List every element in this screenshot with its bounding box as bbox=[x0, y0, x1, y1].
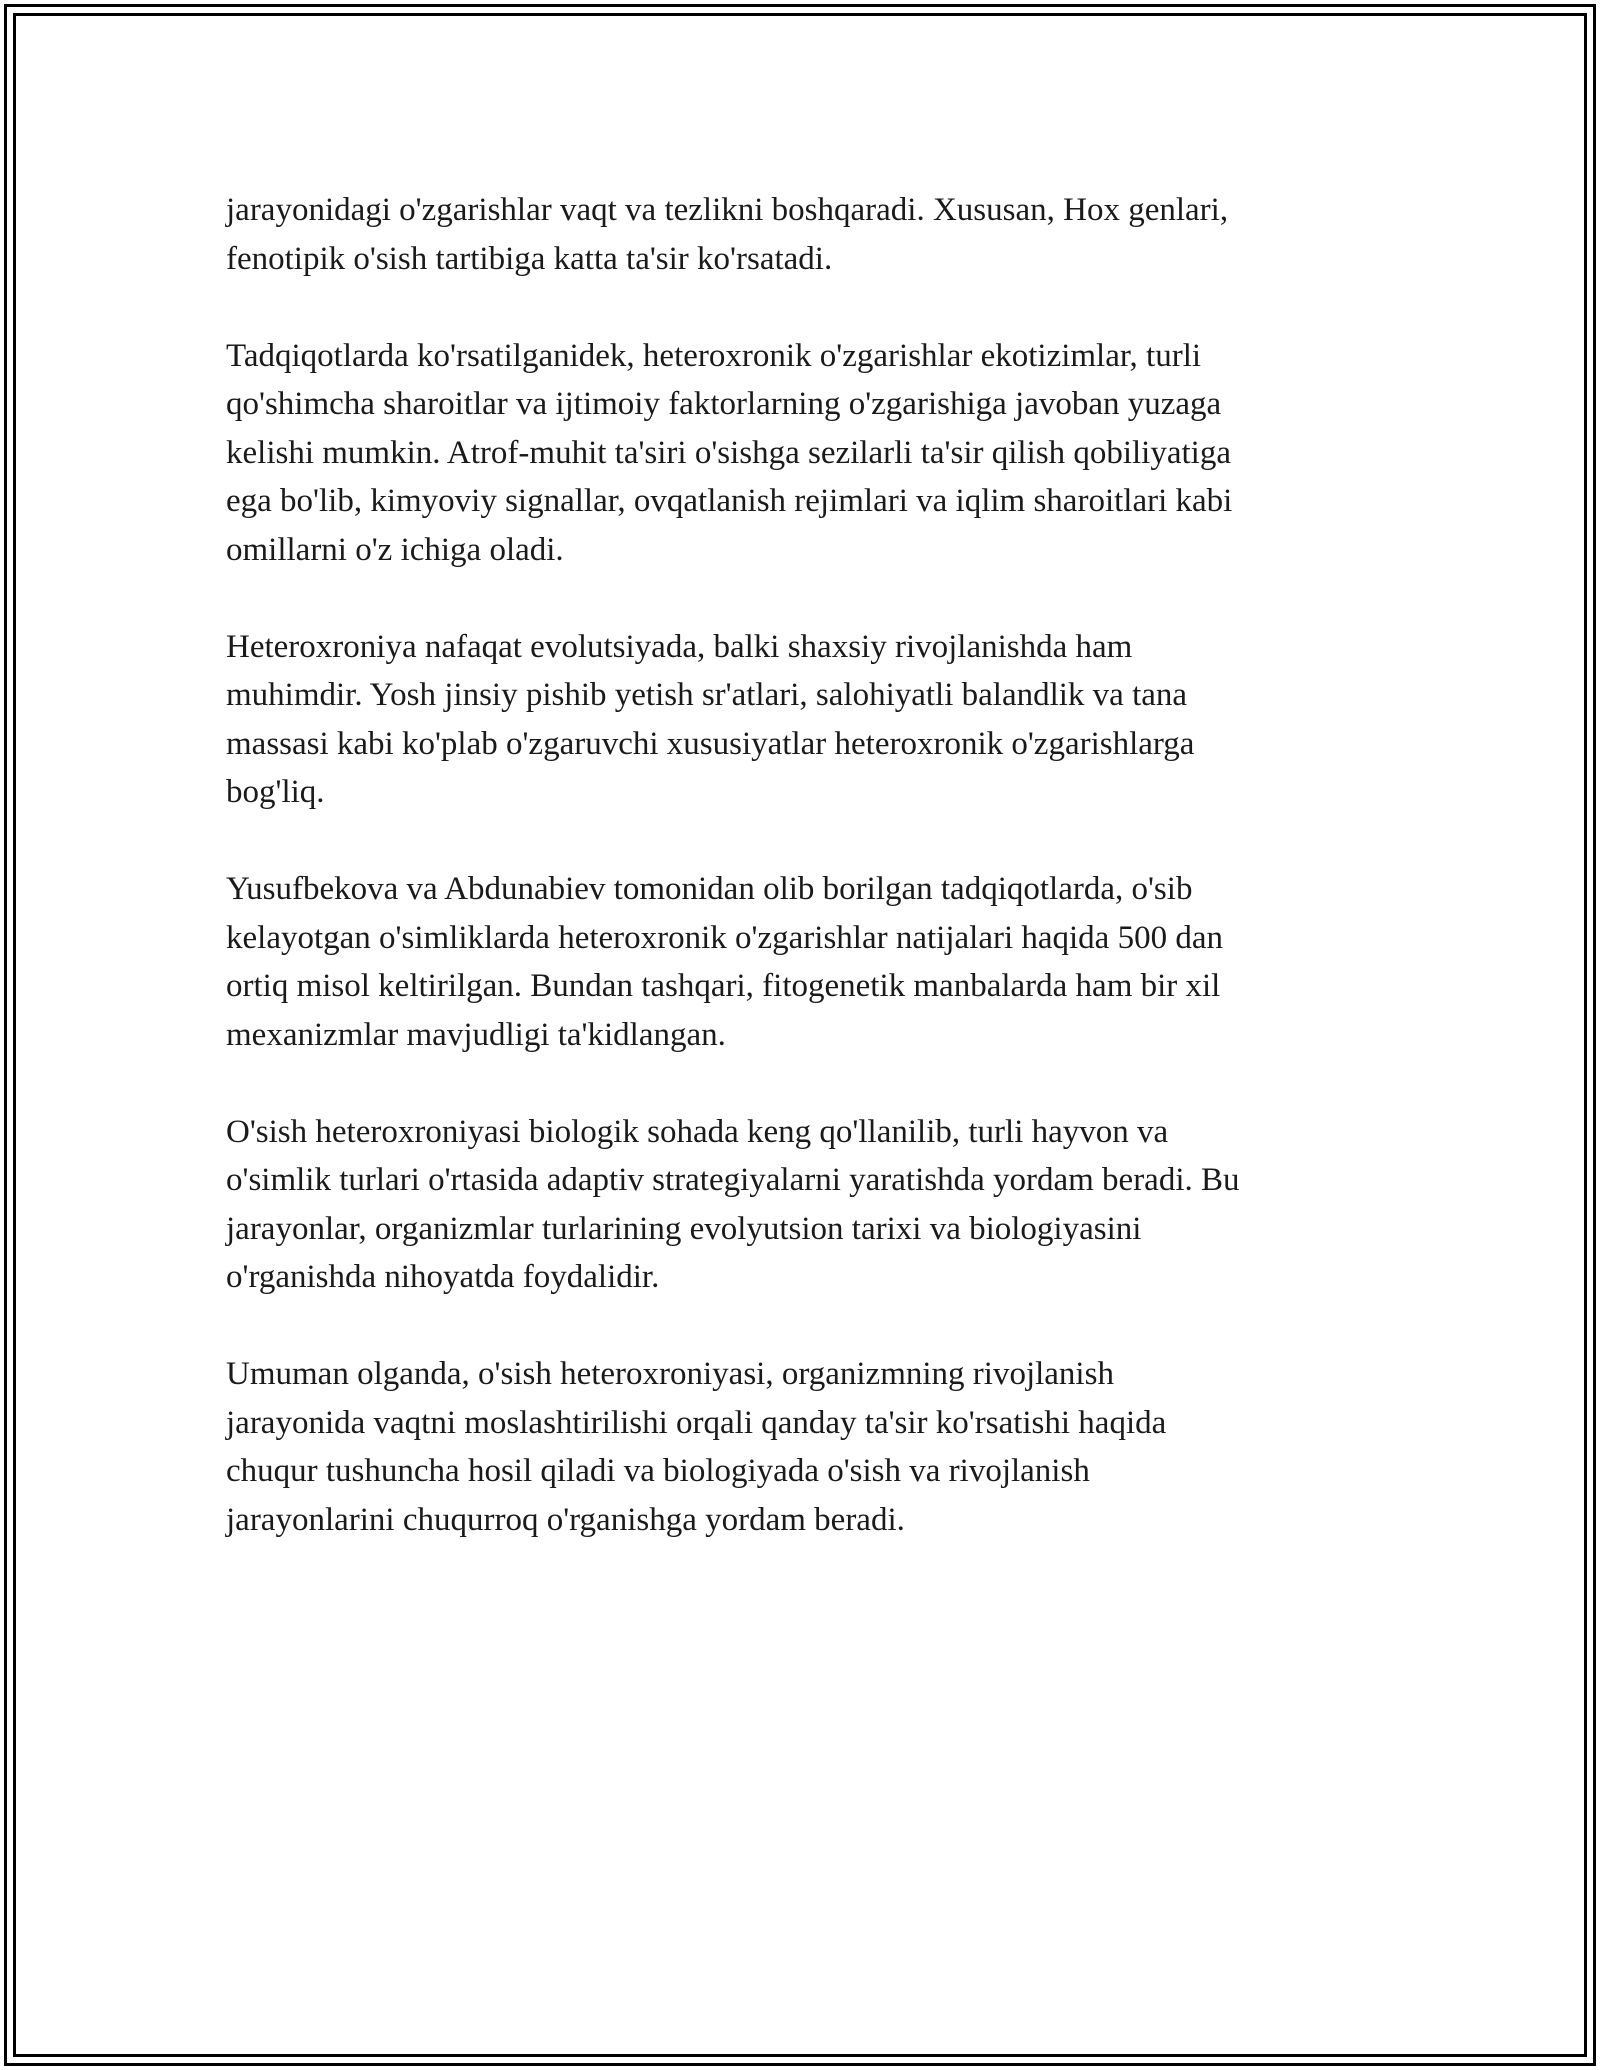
paragraph-1: jarayonidagi o'zgarishlar vaqt va tezlikni boshqaradi. Xususan, Hox genlari, fenotipik o'sish tartibiga katta ta'sir ko'rsatadi. bbox=[226, 192, 1229, 277]
paragraph-4: Yusufbekova va Abdunabiev tomonidan olib borilgan tadqiqotlarda, o'sib kelayotgan o'simliklarda heteroxronik o'zgarishlar natijalari haqida 500 dan ortiq misol keltirilgan. Bundan tashqari, fitogenetik manbalarda ham bir xil mexanizmlar mavjudligi ta'kidlangan. bbox=[226, 871, 1223, 1053]
paragraph-2: Tadqiqotlarda ko'rsatilganidek, heteroxronik o'zgarishlar ekotizimlar, turli qo'shimcha sharoitlar va ijtimoiy faktorlarning o'zgarishiga javoban yuzaga kelishi mumkin. Atrof-muhit ta'siri o'sishga sezilarli ta'sir qilish qobiliyatiga ega bo'lib, kimyoviy signallar, ovqatlanish rejimlari va iqlim sharoitlari kabi omillarni o'z ichiga oladi. bbox=[226, 337, 1233, 568]
paragraph-3: Heteroxroniya nafaqat evolutsiyada, balki shaxsiy rivojlanishda ham muhimdir. Yosh jinsiy pishib yetish sr'atlari, salohiyatli balandlik va tana massasi kabi ko'plab o'zgaruvchi xususiyatlar heteroxronik o'zgarishlarga bog'liq. bbox=[226, 628, 1195, 810]
document-body bbox=[226, 186, 1386, 1593]
paragraph-5: O'sish heteroxroniyasi biologik sohada keng qo'llanilib, turli hayvon va o'simlik turlari o'rtasida adaptiv strategiyalarni yaratishda yordam beradi. Bu jarayonlar, organizmlar turlarining evolyutsion tarixi va biologiyasini o'rganishda nihoyatda foydalidir. bbox=[226, 1113, 1240, 1295]
paragraph-6: Umuman olganda, o'sish heteroxroniyasi, organizmning rivojlanish jarayonida vaqtni moslashtirilishi orqali qanday ta'sir ko'rsatishi haqida chuqur tushuncha hosil qiladi va biologiyada o'sish va rivojlanish jarayonlarini chuqurroq o'rganishga yordam beradi. bbox=[226, 1356, 1167, 1538]
